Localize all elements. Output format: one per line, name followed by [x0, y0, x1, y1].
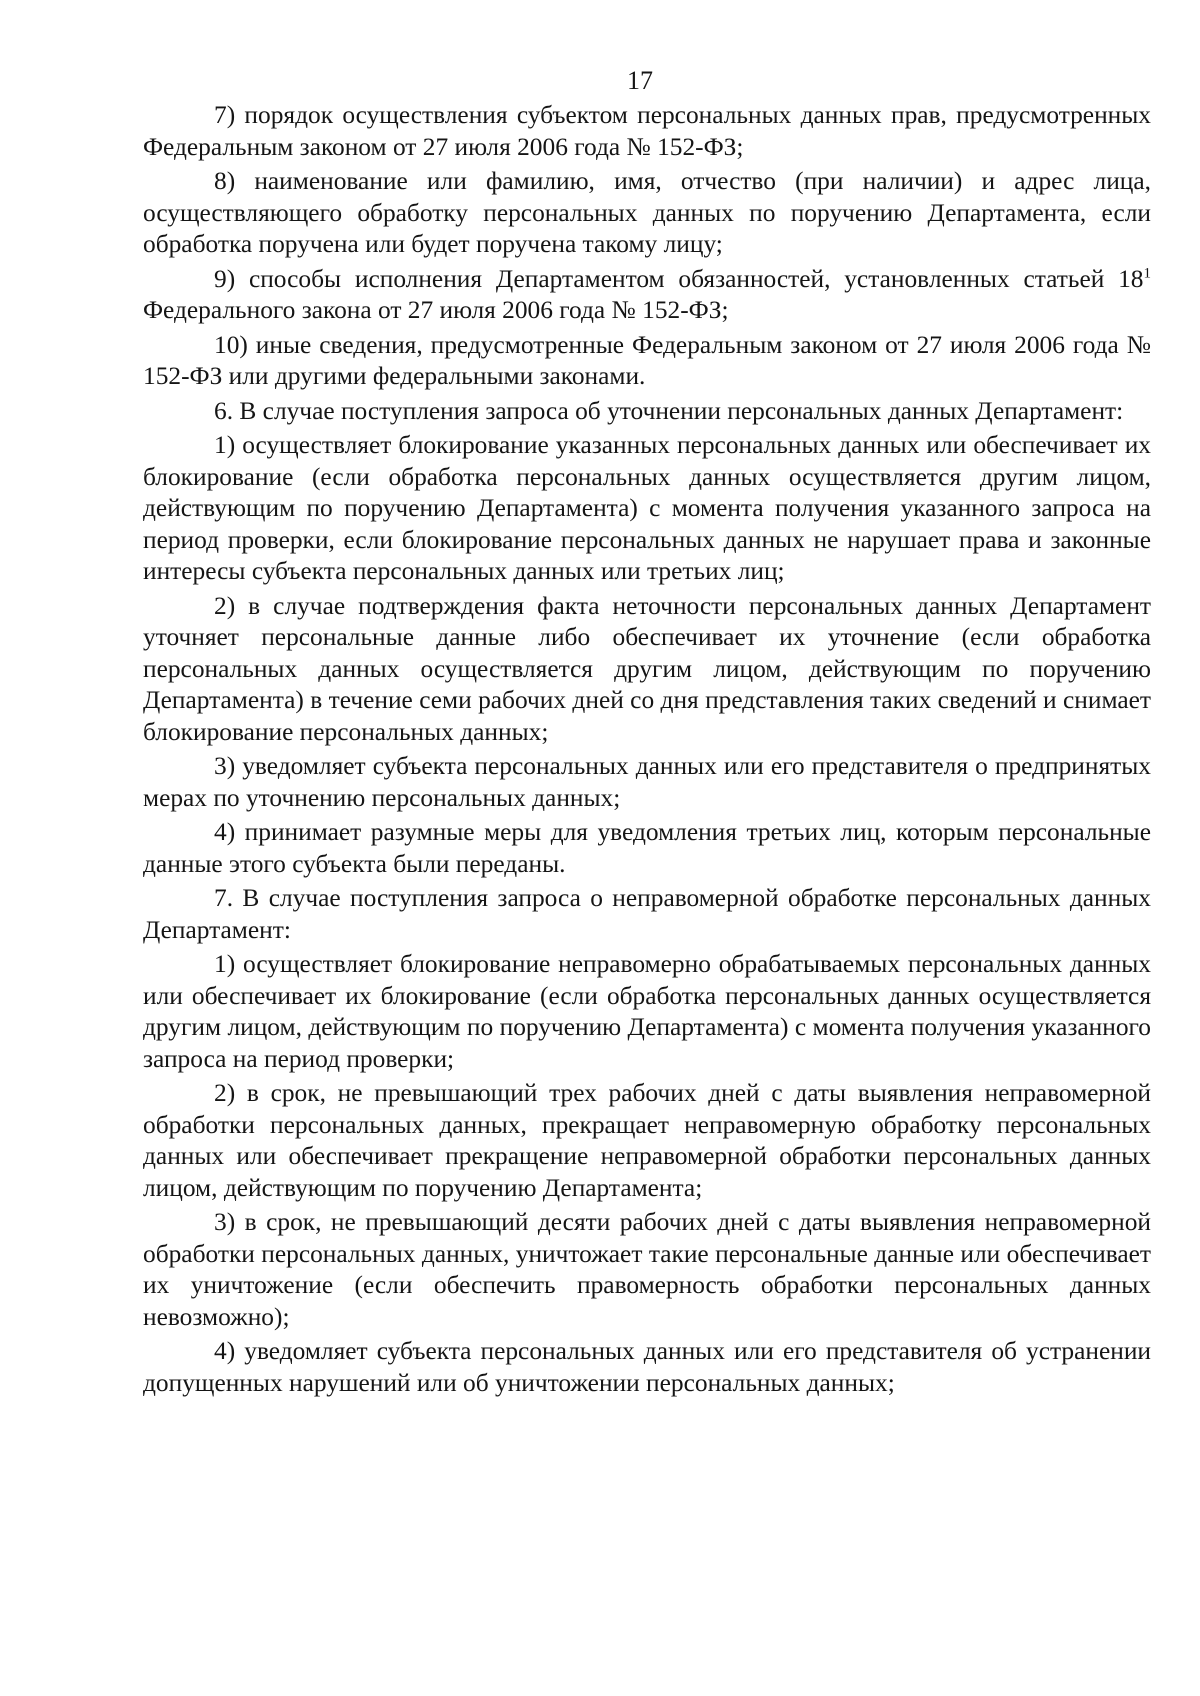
document-body	[143, 100, 1151, 1402]
paragraph-6-item-3: 3) уведомляет субъекта персональных данных или его представителя о предпринятых мерах по уточнению персональных данных;	[143, 752, 1151, 812]
paragraph-7-item-3: 3) в срок, не превышающий десяти рабочих дней с даты выявления неправомерной обработки персональных данных, уничтожает такие персональные данные или обеспечивает их уничтожение (если обеспечить правомерность обработки персональных данных невозможно);	[143, 1208, 1151, 1331]
paragraph-section-6: 6. В случае поступления запроса об уточнении персональных данных Департамент:	[214, 396, 1124, 425]
paragraph-7-item-2: 2) в срок, не превышающий трех рабочих дней с даты выявления неправомерной обработки персональных данных, прекращает неправомерную обработку персональных данных или обеспечивает прекращение неправомерной обработки персональных данных лицом, действующим по поручению Департамента;	[143, 1079, 1151, 1202]
paragraph-6-item-2: 2) в случае подтверждения факта неточности персональных данных Департамент уточняет персональные данные либо обеспечивает их уточнение (если обработка персональных данных осуществляется другим лицом, действующим по поручению Департамента) в течение семи рабочих дней со дня представления таких сведений и снимает блокирование персональных данных;	[143, 591, 1151, 746]
paragraph-7-item-1: 1) осуществляет блокирование неправомерно обрабатываемых персональных данных или обеспечивает их блокирование (если обработка персональных данных осуществляется другим лицом, действующим по поручению Департамента) с момента получения указанного запроса на период проверки;	[143, 950, 1151, 1073]
paragraph-item-9-text-end: Федерального закона от 27 июля 2006 года № 152-ФЗ;	[143, 296, 729, 324]
paragraph-item-9-text: 9) способы исполнения Департаментом обязанностей, установленных статьей 18	[214, 264, 1144, 293]
article-superscript: 1	[1143, 265, 1151, 282]
paragraph-item-9	[143, 264, 1151, 327]
paragraph-item-8: 8) наименование или фамилию, имя, отчество (при наличии) и адрес лица, осуществляющего обработку персональных данных по поручению Департамента, если обработка поручена или будет поручена такому лицу;	[143, 167, 1151, 258]
paragraph-item-7: 7) порядок осуществления субъектом персональных данных прав, предусмотренных Федеральным законом от 27 июля 2006 года № 152-ФЗ;	[143, 101, 1151, 161]
paragraph-item-10: 10) иные сведения, предусмотренные Федеральным законом от 27 июля 2006 года № 152-ФЗ или другими федеральными законами.	[143, 330, 1151, 390]
paragraph-6-item-1: 1) осуществляет блокирование указанных персональных данных или обеспечивает их блокирование (если обработка персональных данных осуществляется другим лицом, действующим по поручению Департамента) с момента получения указанного запроса на период проверки, если блокирование персональных данных не нарушает права и законные интересы субъекта персональных данных или третьих лиц;	[143, 431, 1151, 585]
paragraph-7-item-4: 4) уведомляет субъекта персональных данных или его представителя об устранении допущенных нарушений или об уничтожении персональных данных;	[143, 1337, 1151, 1397]
paragraph-section-7: 7. В случае поступления запроса о неправомерной обработке персональных данных Департамент:	[143, 884, 1151, 944]
paragraph-6-item-4: 4) принимает разумные меры для уведомления третьих лиц, которым персональные данные этого субъекта были переданы.	[143, 818, 1151, 878]
page-number: 17	[627, 66, 653, 95]
